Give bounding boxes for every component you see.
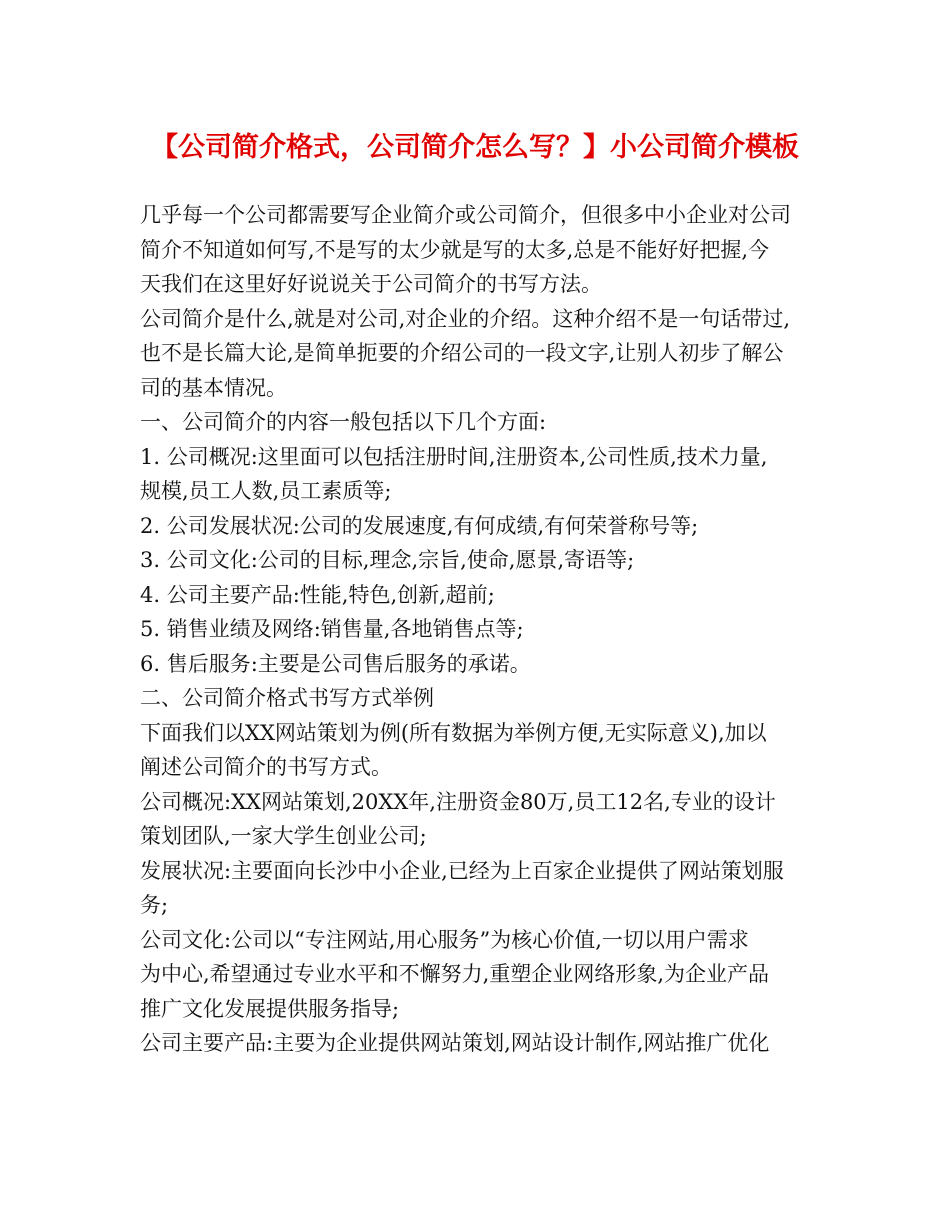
body-line: 策划团队,一家大学生创业公司;: [140, 824, 427, 848]
body-line: 几乎每一个公司都需要写企业简介或公司简介，但很多中小企业对公司: [140, 203, 791, 227]
document-body: [140, 198, 820, 1061]
section-heading: 一、公司简介的内容一般包括以下几个方面:: [140, 410, 547, 434]
list-item: 1. 公司概况:这里面可以包括注册时间,注册资本,公司性质,技术力量,: [140, 444, 768, 469]
body-line: 阐述公司简介的书写方式。: [140, 755, 392, 779]
list-item: 4. 公司主要产品:性能,特色,创新,超前;: [140, 582, 495, 607]
body-line: 司的基本情况。: [140, 375, 287, 400]
body-line: 公司概况:XX网站策划,20XX年,注册资金80万,员工12名,专业的设计: [140, 789, 776, 814]
body-line: 天我们在这里好好说说关于公司简介的书写方法。: [140, 272, 602, 296]
list-item: 3. 公司文化:公司的目标,理念,宗旨,使命,愿景,寄语等;: [140, 548, 635, 572]
document-title: 【公司简介格式，公司简介怎么写？】小公司简介模板: [151, 132, 799, 163]
body-line: 公司简介是什么,就是对公司,对企业的介绍。这种介绍不是一句话带过,: [140, 306, 791, 331]
body-line: 推广文化发展提供服务指导;: [140, 996, 400, 1021]
body-line: 下面我们以XX网站策划为例(所有数据为举例方便,无实际意义),加以: [140, 720, 767, 745]
section-heading: 二、公司简介格式书写方式举例: [140, 686, 434, 710]
list-item: 6. 售后服务:主要是公司售后服务的承诺。: [140, 651, 531, 676]
body-line: 也不是长篇大论,是简单扼要的介绍公司的一段文字,让别人初步了解公: [140, 341, 784, 365]
list-item: 5. 销售业绩及网络:销售量,各地销售点等;: [140, 617, 524, 641]
body-line: 公司文化:公司以“专注网站,用心服务”为核心价值,一切以用户需求: [140, 927, 749, 952]
body-line: 为中心,希望通过专业水平和不懈努力,重塑企业网络形象,为企业产品: [140, 962, 770, 986]
body-line: 务;: [140, 893, 169, 917]
list-item: 2. 公司发展状况:公司的发展速度,有何成绩,有何荣誉称号等;: [140, 513, 699, 538]
body-line: 简介不知道如何写,不是写的太少就是写的太多,总是不能好好把握,今: [140, 237, 770, 262]
body-line: 公司主要产品:主要为企业提供网站策划,网站设计制作,网站推广优化: [140, 1031, 770, 1055]
body-line: 发展状况:主要面向长沙中小企业,已经为上百家企业提供了网站策划服: [140, 858, 784, 883]
list-item-continuation: 规模,员工人数,员工素质等;: [140, 479, 392, 503]
